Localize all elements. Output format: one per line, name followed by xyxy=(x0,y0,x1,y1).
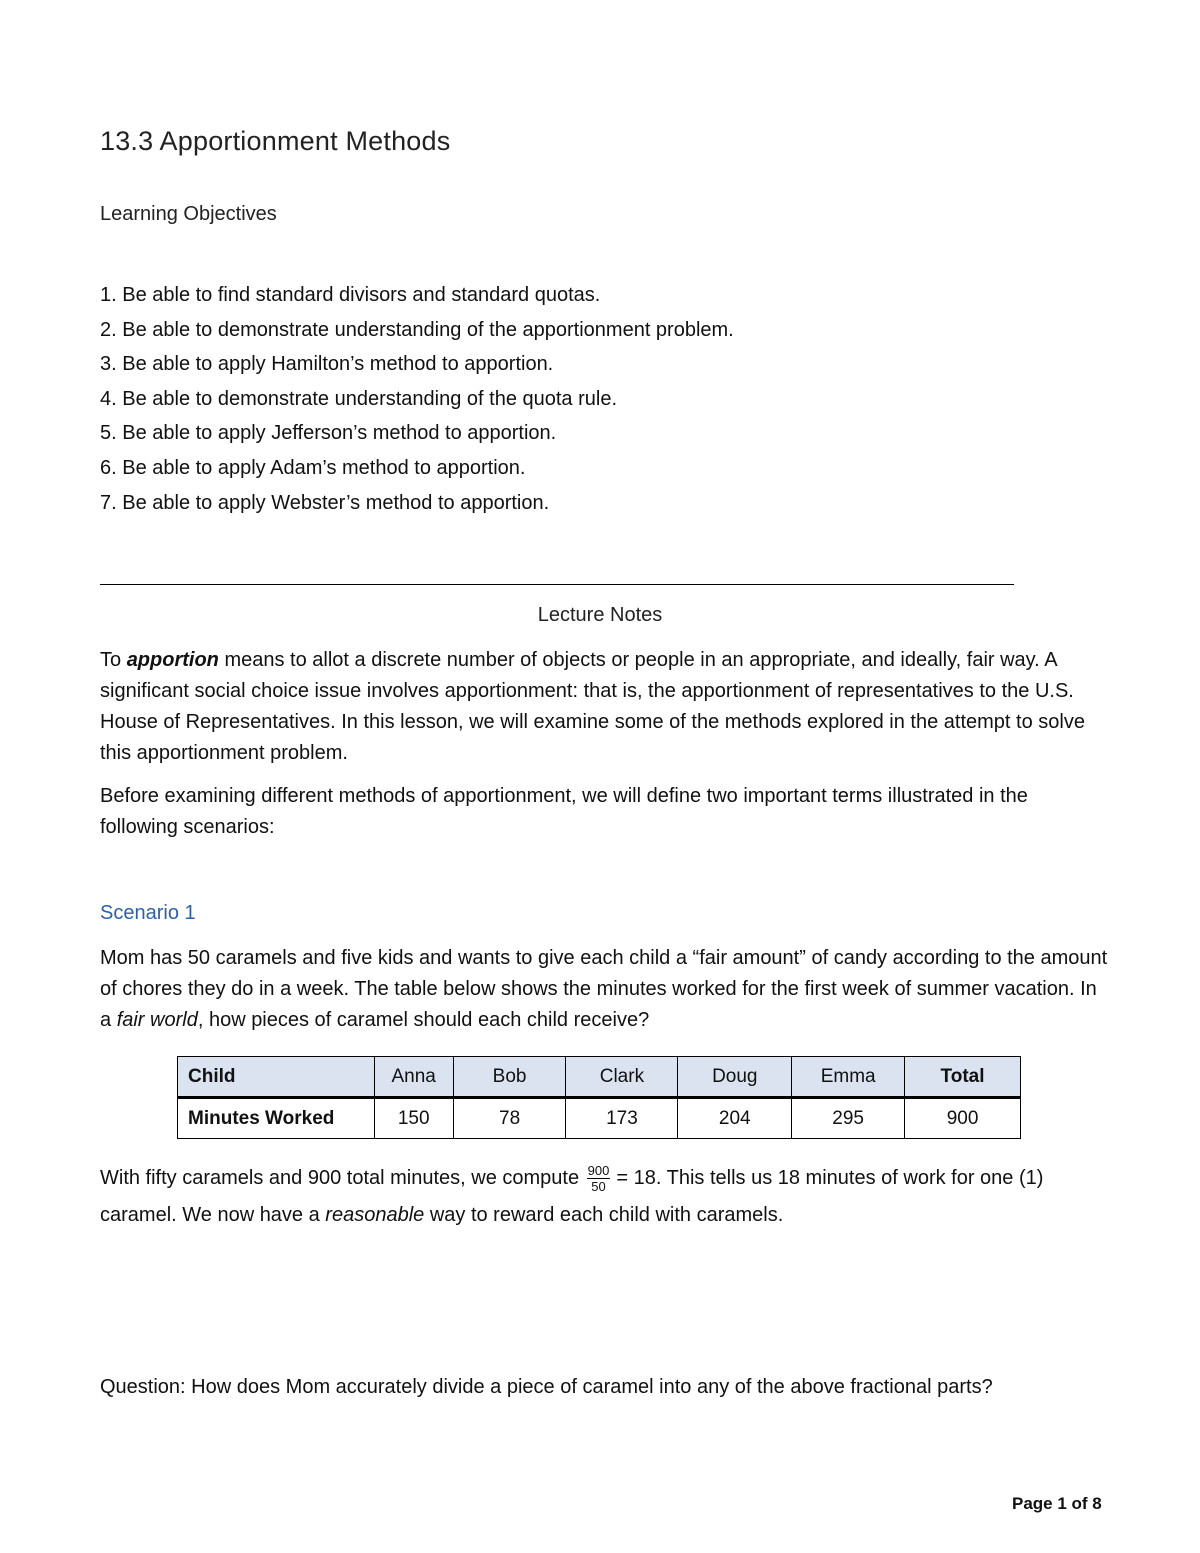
lecture-notes-heading: Lecture Notes xyxy=(537,604,663,626)
objective-item: 4. Be able to demonstrate understanding of the quota rule. xyxy=(100,387,618,410)
table-cell: Minutes Worked xyxy=(178,1098,375,1139)
table-row xyxy=(178,1098,1021,1139)
table-header-cell: Emma xyxy=(792,1057,905,1098)
table-header-cell: Clark xyxy=(566,1057,678,1098)
intro-paragraph xyxy=(100,645,1110,769)
table-header-cell: Total xyxy=(905,1057,1021,1098)
table-cell: 78 xyxy=(453,1098,566,1139)
learning-objectives-heading: Learning Objectives xyxy=(100,203,277,225)
table-header-cell: Bob xyxy=(453,1057,566,1098)
objective-item: 2. Be able to demonstrate understanding of the apportionment problem. xyxy=(100,318,734,341)
objective-item: 3. Be able to apply Hamilton’s method to apportion. xyxy=(100,353,554,376)
computation-end: way to reward each child with caramels. xyxy=(424,1204,784,1226)
scenario-1-heading: Scenario 1 xyxy=(100,902,196,924)
objective-item: 7. Be able to apply Webster’s method to apportion. xyxy=(100,491,550,514)
page-number: Page 1 of 8 xyxy=(1012,1494,1102,1513)
intro-rest: means to allot a discrete number of objects or people in an appropriate, and ideally, fair way. A significant social choice issue involves apportionment: that is, the apportionment of representatives to the U.S. House of Representatives. In this lesson, we will examine some of the methods explored in the attempt to solve this apportionment problem. xyxy=(100,649,1085,764)
scenario-text-start: Mom has 50 caramels and five kids and wants to give each child a “fair amount” of candy according to the amount of chores they do in a week. The table below shows the minutes worked for the first week of summer vacation. In a xyxy=(100,947,1108,1031)
methods-paragraph: Before examining different methods of apportionment, we will define two important terms illustrated in the following scenarios: xyxy=(100,785,1028,838)
table-cell: 173 xyxy=(566,1098,678,1139)
table-header-row xyxy=(178,1057,1021,1098)
table-cell: 295 xyxy=(792,1098,905,1139)
apportion-term: apportion xyxy=(126,649,219,671)
computation-start: With fifty caramels and 900 total minutes, we compute xyxy=(100,1167,585,1189)
computation-middle: = 18. This tells us 18 minutes of work for one (1) caramel. We now have a xyxy=(100,1167,1044,1226)
table-header-cell: Child xyxy=(178,1057,375,1098)
table-cell: 204 xyxy=(678,1098,792,1139)
scenario-text-end: , how pieces of caramel should each child receive? xyxy=(197,1009,650,1031)
table-cell: 900 xyxy=(905,1098,1021,1139)
question-text: Question: How does Mom accurately divide a piece of caramel into any of the above fractional parts? xyxy=(100,1376,993,1398)
scenario-text-italic: fair world xyxy=(116,1009,198,1031)
table-header-cell: Doug xyxy=(678,1057,792,1098)
objective-item: 6. Be able to apply Adam’s method to apportion. xyxy=(100,456,526,479)
objectives-list xyxy=(100,278,734,520)
scenario-1-text xyxy=(100,943,1110,1036)
computation-paragraph xyxy=(100,1160,1110,1234)
fraction xyxy=(587,1163,611,1194)
intro-prefix: To xyxy=(100,649,127,671)
fraction-denominator: 50 xyxy=(591,1179,606,1195)
table-cell: 150 xyxy=(374,1098,453,1139)
minutes-worked-table xyxy=(177,1056,1021,1139)
table-header-cell: Anna xyxy=(374,1057,453,1098)
objective-item: 5. Be able to apply Jefferson’s method to apportion. xyxy=(100,422,557,445)
objective-item: 1. Be able to find standard divisors and standard quotas. xyxy=(100,284,601,306)
section-divider xyxy=(100,584,1014,585)
page-title: 13.3 Apportionment Methods xyxy=(100,126,451,156)
fraction-numerator: 900 xyxy=(587,1163,610,1179)
computation-italic: reasonable xyxy=(325,1204,425,1226)
